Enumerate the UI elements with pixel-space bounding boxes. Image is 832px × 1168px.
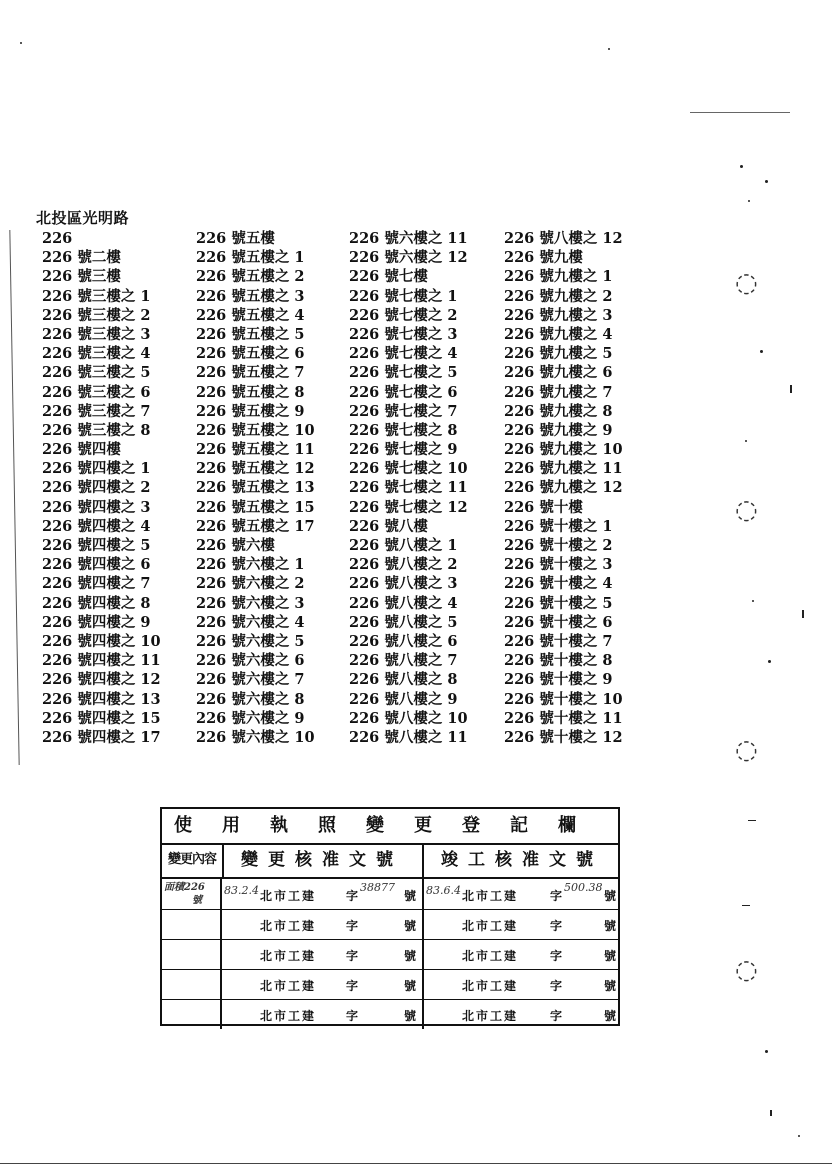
- handwritten-number: 38877: [360, 881, 395, 894]
- row-completion-approval: [424, 879, 620, 909]
- address-entry: 226 號五樓之 9: [196, 402, 305, 420]
- address-entry: 226 號八樓之 3: [349, 575, 458, 593]
- zi-char: 字: [346, 1009, 359, 1023]
- address-entry: 226 號五樓之 7: [196, 364, 305, 382]
- permit-row: [162, 879, 618, 910]
- zi-char: 字: [346, 889, 359, 903]
- address-entry: 226 號五樓之 4: [196, 306, 305, 324]
- address-entry: 226 號七樓之 6: [349, 383, 458, 401]
- address-entry: 226 號四樓之 11: [42, 652, 161, 670]
- address-entry: 226 號八樓之 9: [349, 690, 458, 708]
- address-column-3: [349, 229, 468, 747]
- address-entry: 226 號三樓之 5: [42, 364, 151, 382]
- bureau-prefix: 北市工建: [260, 949, 317, 963]
- address-entry: 226 號六樓: [196, 537, 275, 554]
- scan-speck: [752, 600, 754, 602]
- scan-speck: [802, 610, 804, 618]
- permit-row: [162, 969, 618, 1000]
- address-entry: 226 號四樓之 6: [42, 556, 151, 574]
- address-entry: 226 號六樓之 3: [196, 594, 305, 612]
- scan-speck: [790, 385, 792, 393]
- address-entry: 226 號四樓之 8: [42, 594, 151, 612]
- left-bracket-line: [9, 230, 19, 765]
- scan-speck: [20, 42, 22, 44]
- scan-curl-mark: ◌: [735, 268, 758, 298]
- row-completion-approval: [424, 909, 620, 939]
- scan-speck: [765, 180, 768, 183]
- address-entry: 226 號九樓之 8: [504, 402, 613, 420]
- address-entry: 226 號七樓之 3: [349, 325, 458, 343]
- address-entry: 226 號六樓之 10: [196, 728, 315, 746]
- header-completion-approval: 竣工核准文號: [441, 850, 603, 870]
- address-entry: 226 號九樓之 11: [504, 460, 623, 478]
- address-entry: 226 號七樓: [349, 268, 428, 286]
- scan-speck: [798, 1135, 800, 1137]
- row-content-line-1: 面積226: [164, 882, 205, 893]
- address-entry: 226 號六樓之 2: [196, 575, 305, 593]
- address-entry: 226 號六樓之 4: [196, 613, 305, 631]
- address-entry: 226 號四樓之 2: [42, 479, 151, 497]
- address-entry: 226 號五樓之 6: [196, 345, 305, 363]
- address-entry: 226 號九樓之 6: [504, 364, 613, 382]
- scan-curl-mark: ◌: [735, 955, 758, 985]
- address-entry: 226 號九樓之 1: [504, 268, 613, 286]
- address-entry: 226 號五樓之 17: [196, 517, 315, 535]
- hao-char: 號: [604, 979, 617, 993]
- hao-char: 號: [404, 1009, 417, 1023]
- zi-char: 字: [346, 979, 359, 993]
- address-entry: 226 號五樓之 13: [196, 479, 315, 497]
- address-entry: 226 號五樓之 10: [196, 421, 315, 439]
- address-entry: 226 號八樓之 7: [349, 652, 458, 670]
- permit-row: [162, 909, 618, 940]
- address-column-2: [196, 229, 315, 747]
- zi-char: 字: [550, 949, 563, 963]
- address-entry: 226 號三樓之 3: [42, 325, 151, 343]
- hao-char: 號: [404, 949, 417, 963]
- address-entry: 226 號九樓: [504, 249, 583, 267]
- zi-char: 字: [346, 919, 359, 933]
- address-entry: 226 號四樓之 3: [42, 498, 151, 516]
- address-entry: 226 號七樓之 9: [349, 441, 458, 459]
- address-entry: 226 號五樓之 11: [196, 441, 315, 459]
- row-change-approval: [222, 969, 424, 999]
- address-entry: 226 號十樓之 1: [504, 517, 613, 535]
- address-entry: 226 號六樓之 8: [196, 690, 305, 708]
- address-entry: 226 號八樓之 8: [349, 671, 458, 689]
- address-entry: 226 號八樓之 6: [349, 632, 458, 650]
- address-entry: 226 號六樓之 6: [196, 652, 305, 670]
- address-entry: 226 號八樓之 5: [349, 613, 458, 631]
- zi-char: 字: [550, 919, 563, 933]
- address-entry: 226 號十樓之 8: [504, 652, 613, 670]
- address-entry: 226 號五樓: [196, 230, 275, 247]
- address-entry: 226 號四樓: [42, 441, 121, 459]
- address-entry: 226 號六樓之 7: [196, 671, 305, 689]
- zi-char: 字: [550, 1009, 563, 1023]
- row-change-approval: [222, 999, 424, 1029]
- hao-char: 號: [404, 919, 417, 933]
- address-entry: 226 號七樓之 10: [349, 460, 468, 478]
- address-entry: 226 號八樓之 4: [349, 594, 458, 612]
- address-entry: 226 號三樓之 2: [42, 306, 151, 324]
- address-entry: 226 號八樓之 12: [504, 230, 623, 247]
- address-entry: 226 號九樓之 9: [504, 421, 613, 439]
- permit-change-register-table: [160, 807, 620, 1026]
- handwritten-date: 83.6.4: [426, 884, 461, 897]
- address-entry: 226 號十樓之 10: [504, 690, 623, 708]
- address-entry: 226 號五樓之 12: [196, 460, 315, 478]
- address-entry: 226 號三樓之 6: [42, 383, 151, 401]
- hao-char: 號: [604, 1009, 617, 1023]
- address-entry: 226 號三樓之 7: [42, 402, 151, 420]
- address-entry: 226 號六樓之 1: [196, 556, 305, 574]
- address-entry: 226 號四樓之 7: [42, 575, 151, 593]
- row-content-line-2: 號: [192, 895, 202, 906]
- address-entry: 226 號四樓之 9: [42, 613, 151, 631]
- permit-table-title: 使用執照變更登記欄: [162, 809, 618, 845]
- address-entry: 226 號五樓之 3: [196, 287, 305, 305]
- bureau-prefix: 北市工建: [260, 889, 317, 903]
- address-entry: 226 號五樓之 5: [196, 325, 305, 343]
- scan-speck: [748, 820, 756, 821]
- zi-char: 字: [346, 949, 359, 963]
- address-entry: 226 號十樓: [504, 498, 583, 516]
- address-entry: 226 號四樓之 5: [42, 537, 151, 554]
- scan-speck: [740, 165, 743, 168]
- row-change-content: [162, 969, 222, 999]
- row-change-content: [162, 999, 222, 1029]
- address-entry: 226 號十樓之 12: [504, 728, 623, 746]
- address-entry: 226 號七樓之 5: [349, 364, 458, 382]
- row-change-content: [162, 909, 222, 939]
- address-entry: 226 號四樓之 1: [42, 460, 151, 478]
- permit-table-header: [162, 843, 618, 879]
- address-entry: 226 號六樓之 9: [196, 709, 305, 727]
- scan-speck: [745, 440, 747, 442]
- address-entry: 226 號五樓之 2: [196, 268, 305, 286]
- address-entry: 226 號六樓之 5: [196, 632, 305, 650]
- bureau-prefix: 北市工建: [462, 979, 519, 993]
- address-entry: 226 號四樓之 17: [42, 728, 161, 746]
- scan-speck: [608, 48, 610, 50]
- address-entry: 226 號八樓之 2: [349, 556, 458, 574]
- scan-curl-mark: ◌: [735, 495, 758, 525]
- street-heading: 北投區光明路: [36, 209, 130, 227]
- address-entry: 226 號十樓之 3: [504, 556, 613, 574]
- address-entry: 226 號七樓之 8: [349, 421, 458, 439]
- hao-char: 號: [604, 949, 617, 963]
- header-change-approval: 變更核准文號: [222, 843, 424, 877]
- row-change-content: [162, 879, 222, 909]
- row-completion-approval: [424, 939, 620, 969]
- scan-speck: [748, 200, 750, 202]
- address-entry: 226 號十樓之 4: [504, 575, 613, 593]
- address-entry: 226 號十樓之 9: [504, 671, 613, 689]
- address-entry: 226 號三樓之 4: [42, 345, 151, 363]
- address-entry: 226 號三樓之 8: [42, 421, 151, 439]
- bureau-prefix: 北市工建: [462, 1009, 519, 1023]
- hao-char: 號: [604, 919, 617, 933]
- address-entry: 226 號九樓之 3: [504, 306, 613, 324]
- address-entry: 226 號七樓之 12: [349, 498, 468, 516]
- row-change-content: [162, 939, 222, 969]
- bureau-prefix: 北市工建: [260, 919, 317, 933]
- address-entry: 226 號九樓之 10: [504, 441, 623, 459]
- bureau-prefix: 北市工建: [260, 979, 317, 993]
- scan-line: [690, 112, 790, 113]
- address-entry: 226 號八樓之 10: [349, 709, 468, 727]
- address-entry: 226 號六樓之 11: [349, 230, 468, 247]
- bureau-prefix: 北市工建: [260, 1009, 317, 1023]
- handwritten-number: 500.38: [564, 881, 603, 894]
- hao-char: 號: [404, 889, 417, 903]
- address-entry: 226: [42, 230, 73, 247]
- address-entry: 226 號九樓之 5: [504, 345, 613, 363]
- address-entry: 226 號四樓之 4: [42, 517, 151, 535]
- address-entry: 226 號八樓之 11: [349, 728, 468, 746]
- address-entry: 226 號七樓之 2: [349, 306, 458, 324]
- permit-row: [162, 999, 618, 1029]
- address-entry: 226 號九樓之 4: [504, 325, 613, 343]
- scan-speck: [742, 905, 750, 906]
- address-entry: 226 號七樓之 4: [349, 345, 458, 363]
- address-entry: 226 號七樓之 1: [349, 287, 458, 305]
- scan-speck: [765, 1050, 768, 1053]
- address-entry: 226 號七樓之 7: [349, 402, 458, 420]
- address-entry: 226 號四樓之 13: [42, 690, 161, 708]
- address-entry: 226 號八樓之 1: [349, 537, 458, 554]
- address-entry: 226 號八樓: [349, 517, 428, 535]
- zi-char: 字: [550, 889, 563, 903]
- hao-char: 號: [404, 979, 417, 993]
- address-entry: 226 號四樓之 15: [42, 709, 161, 727]
- bureau-prefix: 北市工建: [462, 919, 519, 933]
- address-column-1: [42, 229, 161, 747]
- row-completion-approval: [424, 969, 620, 999]
- row-completion-approval: [424, 999, 620, 1029]
- address-entry: 226 號十樓之 6: [504, 613, 613, 631]
- row-change-approval: [222, 879, 424, 909]
- header-change-content: 變更內容: [162, 843, 224, 877]
- handwritten-date: 83.2.4: [224, 884, 259, 897]
- address-entry: 226 號二樓: [42, 249, 121, 267]
- scan-speck: [770, 1110, 772, 1116]
- address-column-4: [504, 229, 623, 747]
- scan-speck: [768, 660, 771, 663]
- address-entry: 226 號五樓之 15: [196, 498, 315, 516]
- address-entry: 226 號三樓之 1: [42, 287, 151, 305]
- address-entry: 226 號十樓之 11: [504, 709, 623, 727]
- address-entry: 226 號十樓之 7: [504, 632, 613, 650]
- address-entry: 226 號九樓之 12: [504, 479, 623, 497]
- zi-char: 字: [550, 979, 563, 993]
- scan-speck: [760, 350, 763, 353]
- scan-curl-mark: ◌: [735, 735, 758, 765]
- permit-row: [162, 939, 618, 970]
- address-entry: 226 號九樓之 7: [504, 383, 613, 401]
- address-entry: 226 號三樓: [42, 268, 121, 286]
- address-entry: 226 號七樓之 11: [349, 479, 468, 497]
- row-change-approval: [222, 939, 424, 969]
- address-entry: 226 號五樓之 1: [196, 249, 305, 267]
- address-entry: 226 號五樓之 8: [196, 383, 305, 401]
- bureau-prefix: 北市工建: [462, 889, 519, 903]
- bureau-prefix: 北市工建: [462, 949, 519, 963]
- scan-line: [0, 1163, 832, 1164]
- address-entry: 226 號六樓之 12: [349, 249, 468, 267]
- address-entry: 226 號四樓之 10: [42, 632, 161, 650]
- hao-char: 號: [604, 889, 617, 903]
- address-entry: 226 號十樓之 2: [504, 537, 613, 554]
- address-entry: 226 號四樓之 12: [42, 671, 161, 689]
- address-entry: 226 號九樓之 2: [504, 287, 613, 305]
- address-entry: 226 號十樓之 5: [504, 594, 613, 612]
- row-change-approval: [222, 909, 424, 939]
